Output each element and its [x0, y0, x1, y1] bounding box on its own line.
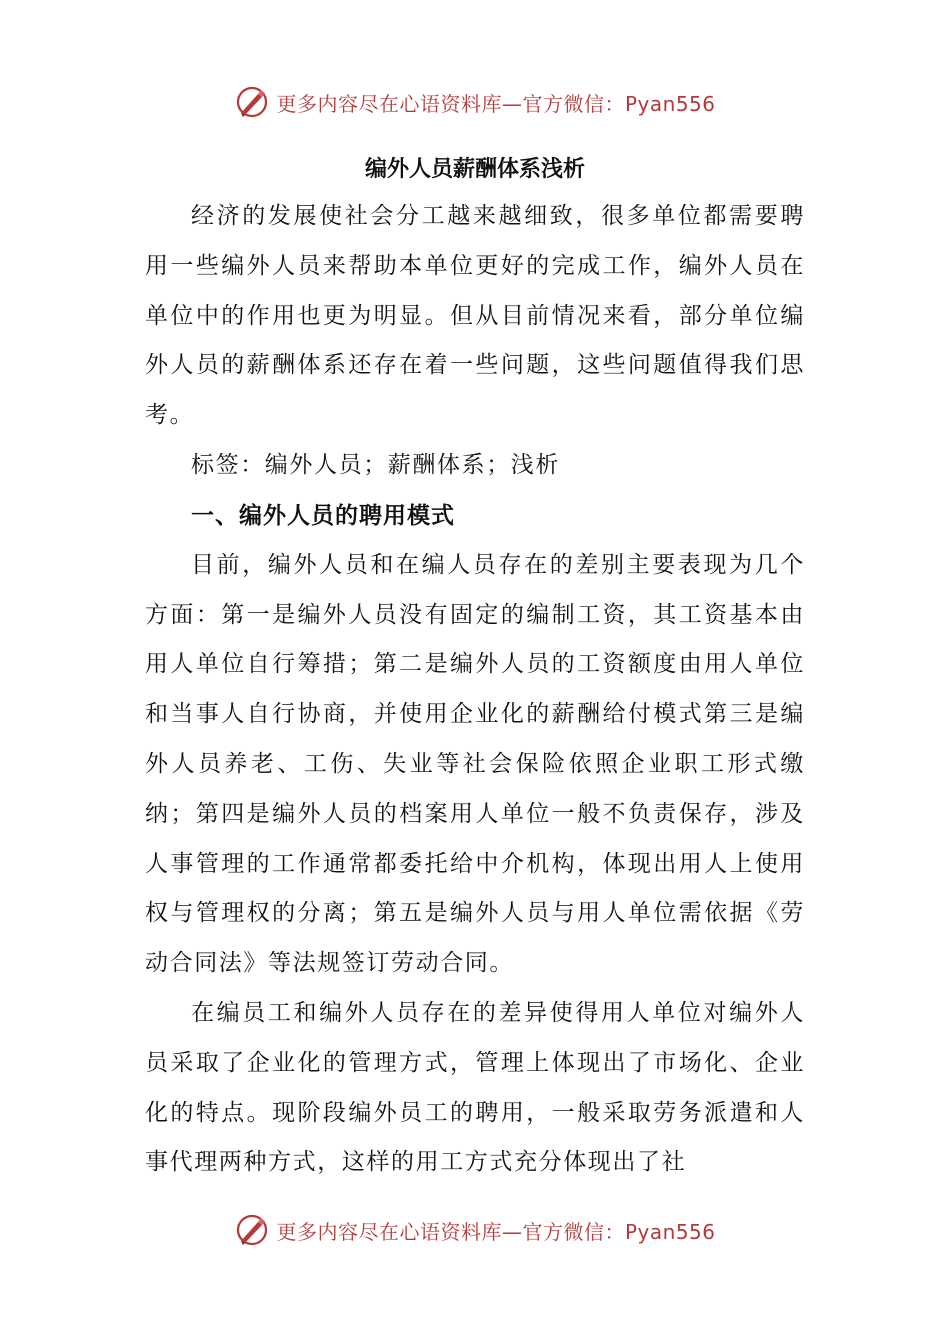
pen-logo-icon — [234, 84, 270, 120]
section-1-paragraph-1: 目前，编外人员和在编人员存在的差别主要表现为几个方面：第一是编外人员没有固定的编制工资，其工资基本由用人单位自行筹措；第二是编外人员的工资额度由用人单位和当事人自行协商，并使用企业化的薪酬给付模式第三是编外人员养老、工伤、失业等社会保险依照企业职工形式缴纳；第四是编外人员的档案用人单位一般不负责保存，涉及人事管理的工作通常都委托给中介机构，体现出用人上使用权与管理权的分离；第五是编外人员与用人单位需依据《劳动合同法》等法规签订劳动合同。 — [145, 551, 805, 977]
pen-logo-icon — [234, 1212, 270, 1248]
section-1-heading: 一、编外人员的聘用模式 — [191, 502, 455, 529]
watermark-contact-id: Pyan556 — [624, 1219, 716, 1244]
watermark-dash: — — [501, 91, 523, 116]
header-watermark-banner — [0, 82, 950, 122]
watermark-brand: 更多内容尽在心语资料库 — [276, 91, 502, 116]
watermark-contact-label: 官方微信： — [522, 1219, 625, 1244]
watermark-text — [276, 88, 715, 117]
document-body — [145, 148, 805, 1188]
watermark-brand: 更多内容尽在心语资料库 — [276, 1219, 502, 1244]
tags-line: 标签：编外人员；薪酬体系；浅析 — [191, 451, 560, 478]
watermark-contact-id: Pyan556 — [624, 91, 716, 116]
footer-watermark-banner — [0, 1210, 950, 1250]
document-title: 编外人员薪酬体系浅析 — [364, 157, 585, 182]
abstract-paragraph: 经济的发展使社会分工越来越细致，很多单位都需要聘用一些编外人员来帮助本单位更好的完成工作，编外人员在单位中的作用也更为明显。但从目前情况来看，部分单位编外人员的薪酬体系还存在着一些问题，这些问题值得我们思考。 — [145, 203, 805, 429]
watermark-contact-label: 官方微信： — [522, 91, 625, 116]
watermark-dash: — — [501, 1219, 523, 1244]
watermark-text — [276, 1216, 715, 1245]
section-1-paragraph-2: 在编员工和编外人员存在的差异使得用人单位对编外人员采取了企业化的管理方式，管理上体现出了市场化、企业化的特点。现阶段编外员工的聘用，一般采取劳务派遣和人事代理两种方式，这样的用工方式充分体现出了社 — [145, 999, 805, 1176]
